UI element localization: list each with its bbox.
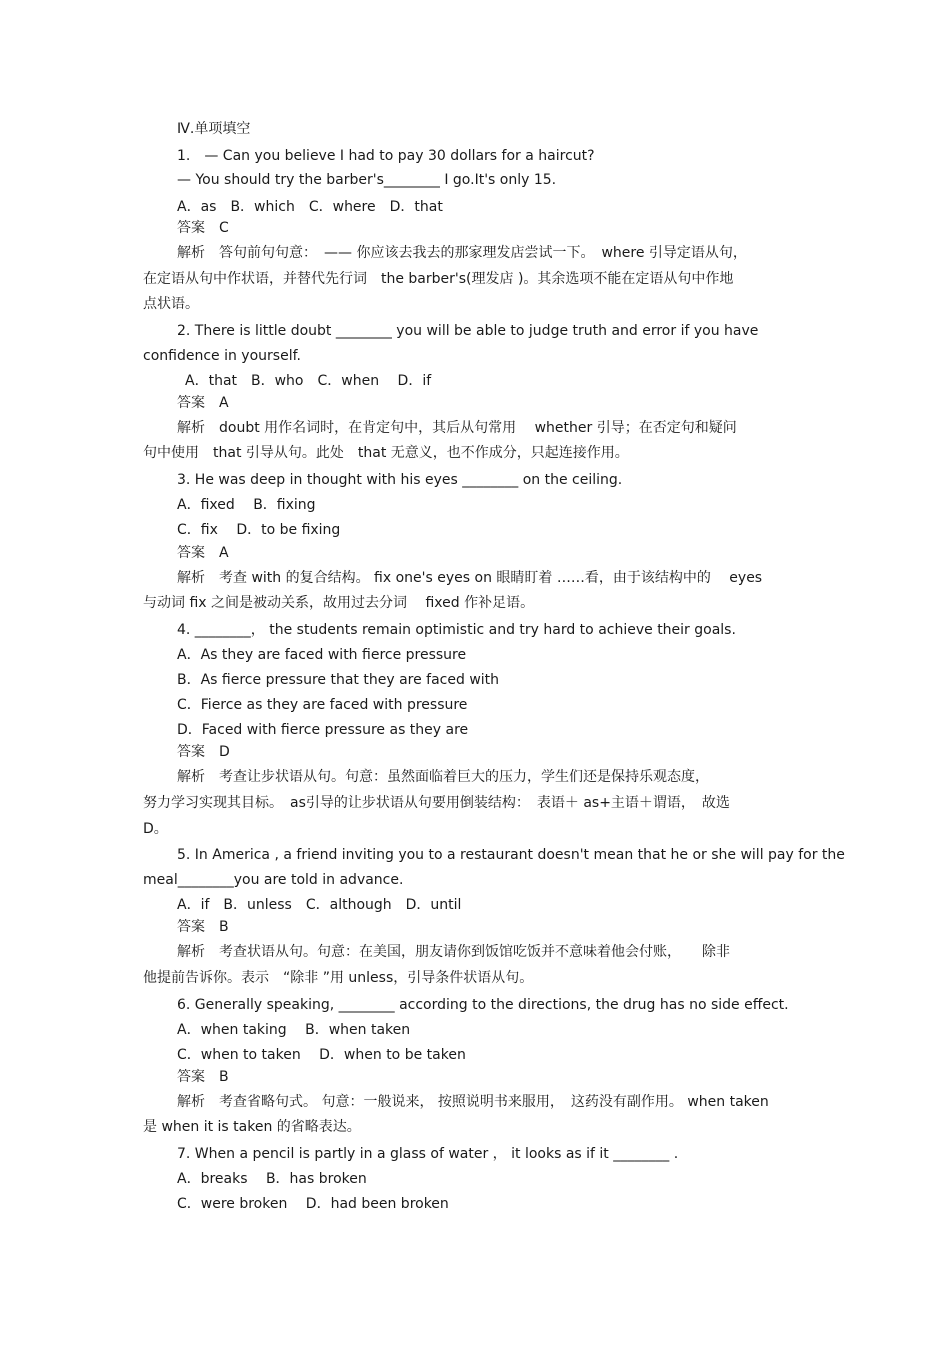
question-4-analysis-line3: D。 — [143, 821, 168, 837]
question-4-option-c: C．Fierce as they are faced with pressure — [177, 697, 468, 713]
question-2-stem-line2: confidence in yourself. — [143, 348, 301, 364]
question-3-analysis-line1: 解析 考查 with 的复合结构。 fix one's eyes on 眼睛盯着 ……看，由于该结构中的 eyes — [177, 570, 763, 586]
question-3-answer: 答案 A — [177, 545, 229, 561]
question-1-answer: 答案 C — [177, 220, 229, 236]
question-1-options: A．as B．which C．where D．that — [177, 199, 443, 215]
question-3-options-line1: A．fixed B．fixing — [177, 497, 316, 513]
question-6-options-line1: A．when taking B．when taken — [177, 1022, 411, 1038]
question-6-analysis-line1: 解析 考查省略句式。 句意：一般说来， 按照说明书来服用， 这药没有副作用。 when taken — [177, 1094, 769, 1110]
question-6-stem: 6. Generally speaking, ________ according to the directions, the drug has no side effect. — [177, 997, 789, 1013]
question-5-stem: 5. In America , a friend inviting you to a restaurant doesn't mean that he or she will pay for the — [177, 847, 845, 863]
question-6-answer: 答案 B — [177, 1069, 229, 1085]
question-2-stem: 2. There is little doubt ________ you will be able to judge truth and error if you have — [177, 323, 759, 339]
question-5-analysis-line1: 解析 考查状语从句。句意：在美国，朋友请你到饭馆吃饭并不意味着他会付账， 除非 — [177, 944, 730, 960]
question-3-options-line2: C．fix D．to be fixing — [177, 522, 341, 538]
question-6-analysis-line2: 是 when it is taken 的省略表达。 — [143, 1119, 361, 1135]
question-7-options-line1: A．breaks B．has broken — [177, 1171, 367, 1187]
question-1-analysis-line2: 在定语从句中作状语，并替代先行词 the barber's(理发店 )。其余选项不能在定语从句中作地 — [143, 271, 734, 287]
question-4-analysis-line1: 解析 考查让步状语从句。句意：虽然面临着巨大的压力，学生们还是保持乐观态度， — [177, 769, 709, 785]
question-1-stem: 1. — Can you believe I had to pay 30 dollars for a haircut? — [177, 148, 595, 164]
question-5-options: A．if B．unless C．although D．until — [177, 897, 462, 913]
question-2-options: A．that B．who C．when D．if — [185, 373, 432, 389]
question-5-answer: 答案 B — [177, 919, 229, 935]
question-4-option-d: D．Faced with fierce pressure as they are — [177, 722, 469, 738]
question-7-options-line2: C．were broken D．had been broken — [177, 1196, 449, 1212]
question-6-options-line2: C．when to taken D．when to be taken — [177, 1047, 466, 1063]
section-title: Ⅳ.单项填空 — [177, 121, 251, 137]
question-1-analysis-line3: 点状语。 — [143, 296, 199, 312]
question-2-analysis-line1: 解析 doubt 用作名词时，在肯定句中，其后从句常用 whether 引导；在否定句和疑问 — [177, 420, 737, 436]
question-1-stem-line2: — You should try the barber's________ I go.It's only 15. — [177, 172, 557, 188]
question-3-analysis-line2: 与动词 fix 之间是被动关系，故用过去分词 fixed 作补足语。 — [143, 595, 535, 611]
question-5-analysis-line2: 他提前告诉你。表示 “除非 ”用 unless，引导条件状语从句。 — [143, 970, 534, 986]
question-2-answer: 答案 A — [177, 395, 229, 411]
question-1-analysis-line1: 解析 答句前句句意： —— 你应该去我去的那家理发店尝试一下。 where 引导定语从句， — [177, 245, 747, 261]
question-4-answer: 答案 D — [177, 744, 230, 760]
question-5-stem-line2: meal________you are told in advance. — [143, 872, 404, 888]
question-7-stem: 7. When a pencil is partly in a glass of water ， it looks as if it ________ . — [177, 1146, 679, 1162]
question-4-analysis-line2: 努力学习实现其目标。 as引导的让步状语从句要用倒装结构： 表语＋ as+主语＋谓语， 故选 — [143, 795, 730, 811]
question-2-analysis-line2: 句中使用 that 引导从句。此处 that 无意义，也不作成分，只起连接作用。 — [143, 445, 629, 461]
question-3-stem: 3. He was deep in thought with his eyes ________ on the ceiling. — [177, 472, 623, 488]
question-4-option-a: A．As they are faced with fierce pressure — [177, 647, 467, 663]
question-4-option-b: B．As fierce pressure that they are faced with — [177, 672, 500, 688]
question-4-stem: 4. ________， the students remain optimistic and try hard to achieve their goals. — [177, 622, 736, 638]
